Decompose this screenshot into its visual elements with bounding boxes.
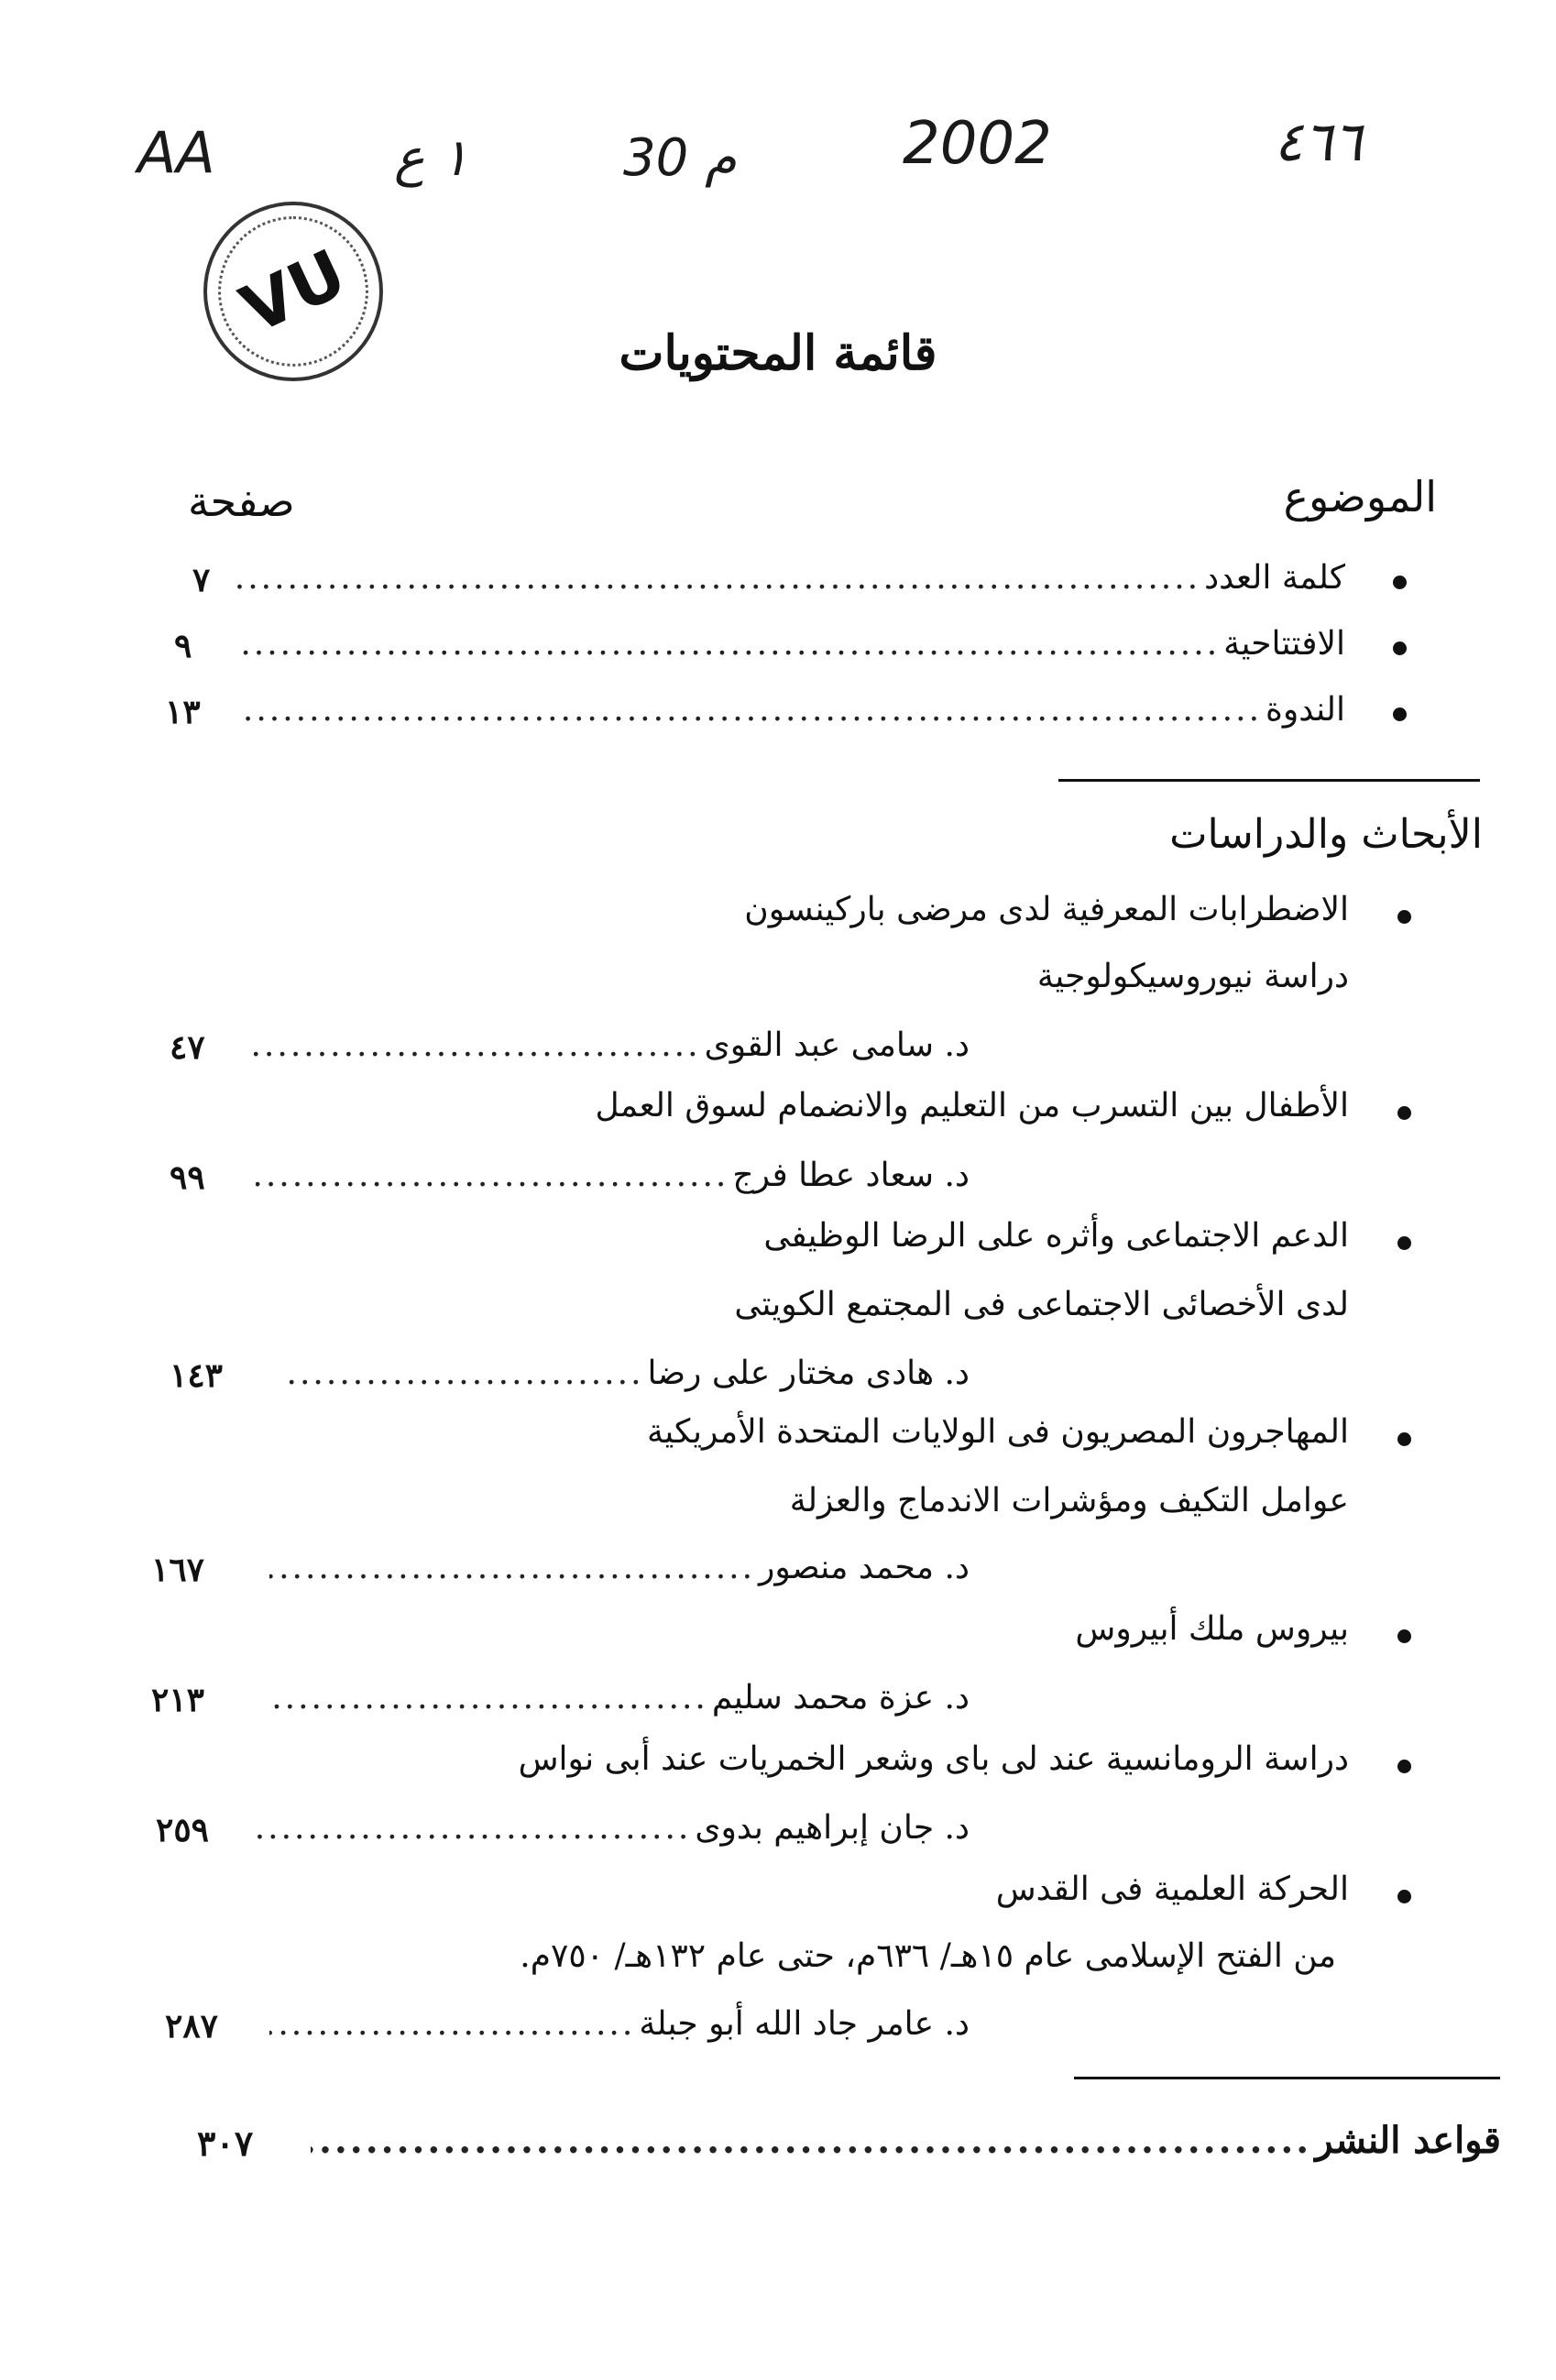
dot-leader <box>283 1355 644 1392</box>
bullet <box>1393 576 1407 589</box>
toc-line-footer <box>307 2119 1501 2162</box>
study-title-line: الحركة العلمية فى القدس <box>995 1870 1349 1908</box>
toc-line-study-7 <box>266 2005 970 2043</box>
bullet <box>1397 1890 1411 1903</box>
toc-line-study-2 <box>252 1157 970 1194</box>
study-page: ١٤٣ <box>170 1356 224 1395</box>
study-page: ٢١٣ <box>151 1681 205 1719</box>
dot-leader <box>311 2119 1311 2162</box>
dot-leader <box>256 1157 729 1194</box>
toc-item-page: ٧ <box>192 561 211 599</box>
study-title-line: الأطفال بين التسرب من التعليم والانضمام لسوق العمل <box>595 1087 1349 1124</box>
study-author: د. جان إبراهيم بدوى <box>695 1809 970 1847</box>
study-page: ٤٧ <box>170 1028 205 1067</box>
library-stamp-text: VU <box>229 234 357 349</box>
toc-line-study-6 <box>247 1809 970 1847</box>
handwritten-year: 2002 <box>903 110 1052 178</box>
study-page: ٢٨٧ <box>165 2007 219 2045</box>
study-author: د. هادى مختار على رضا <box>647 1355 970 1392</box>
study-author: د. سعاد عطا فرج <box>732 1157 970 1194</box>
toc-line-intro-1 <box>234 559 1345 597</box>
toc-line-intro-2 <box>234 625 1345 663</box>
toc-line-study-5 <box>266 1679 970 1716</box>
handwritten-code: ٤٦٦ <box>1274 110 1363 174</box>
section-title: الأبحاث والدراسات <box>1169 811 1483 858</box>
toc-item-page: ١٣ <box>165 693 201 731</box>
study-author: د. عزة محمد سليم <box>711 1679 970 1716</box>
study-author: د. محمد منصور <box>759 1549 970 1586</box>
study-title-line: لدى الأخصائى الاجتماعى فى المجتمع الكويتى <box>734 1286 1349 1323</box>
study-title-line: بيروس ملك أبيروس <box>1075 1610 1349 1648</box>
study-title-line: المهاجرون المصريون فى الولايات المتحدة الأمريكية <box>646 1413 1349 1451</box>
study-page: ٩٩ <box>170 1158 205 1197</box>
toc-line-study-4 <box>266 1549 970 1586</box>
handwritten-top-left: AA <box>137 119 215 186</box>
bullet <box>1397 1760 1411 1773</box>
study-title-line: الاضطرابات المعرفية لدى مرضى باركينسون <box>744 891 1349 928</box>
footer-divider <box>1074 2077 1500 2079</box>
bullet <box>1397 1106 1411 1120</box>
dot-leader <box>242 691 1262 729</box>
toc-line-study-3 <box>279 1355 970 1392</box>
study-author: د. سامى عبد القوى <box>704 1026 970 1064</box>
dot-leader <box>251 1809 691 1847</box>
study-title-line: من الفتح الإسلامى عام ١٥هـ/ ٦٣٦م، حتى عام ١٣٢هـ/ ٧٥٠م. <box>520 1937 1336 1975</box>
toc-item-page: ٩ <box>174 627 192 665</box>
dot-leader <box>237 559 1200 597</box>
footer-item-label: قواعد النشر <box>1315 2119 1501 2162</box>
toc-item-label: كلمة العدد <box>1204 559 1345 597</box>
study-title-line: دراسة الرومانسية عند لى باى وشعر الخمريات عند أبى نواس <box>518 1740 1349 1778</box>
page-title: قائمة المحتويات <box>619 325 937 381</box>
study-title-line: دراسة نيوروسيكولوجية <box>1036 958 1349 995</box>
bullet <box>1397 1629 1411 1643</box>
study-author: د. عامر جاد الله أبو جبلة <box>639 2005 970 2043</box>
bullet <box>1397 910 1411 924</box>
page-column-header: صفحة <box>188 477 295 526</box>
dot-leader <box>269 2005 635 2043</box>
section-divider <box>1058 779 1480 782</box>
study-title-line: عوامل التكيف ومؤشرات الاندماج والعزلة <box>789 1482 1349 1519</box>
handwritten-mark-1: ١ ع <box>394 128 469 188</box>
toc-item-label: الافتتاحية <box>1223 625 1345 663</box>
study-title-line: الدعم الاجتماعى وأثره على الرضا الوظيفى <box>763 1217 1349 1255</box>
bullet <box>1393 707 1407 721</box>
subject-column-header: الموضوع <box>1283 472 1437 521</box>
dot-leader <box>269 1679 708 1716</box>
toc-line-intro-3 <box>238 691 1345 729</box>
toc-item-label: الندوة <box>1266 691 1345 729</box>
bullet <box>1397 1236 1411 1250</box>
handwritten-mark-2: 30 م <box>623 128 737 188</box>
bullet <box>1397 1432 1411 1446</box>
dot-leader <box>269 1549 755 1586</box>
toc-line-study-1 <box>243 1026 970 1064</box>
study-page: ٢٥٩ <box>156 1811 210 1849</box>
footer-item-page: ٣٠٧ <box>197 2122 254 2164</box>
bullet <box>1393 642 1407 655</box>
dot-leader <box>237 625 1220 663</box>
dot-leader <box>247 1026 701 1064</box>
study-page: ١٦٧ <box>151 1551 205 1589</box>
